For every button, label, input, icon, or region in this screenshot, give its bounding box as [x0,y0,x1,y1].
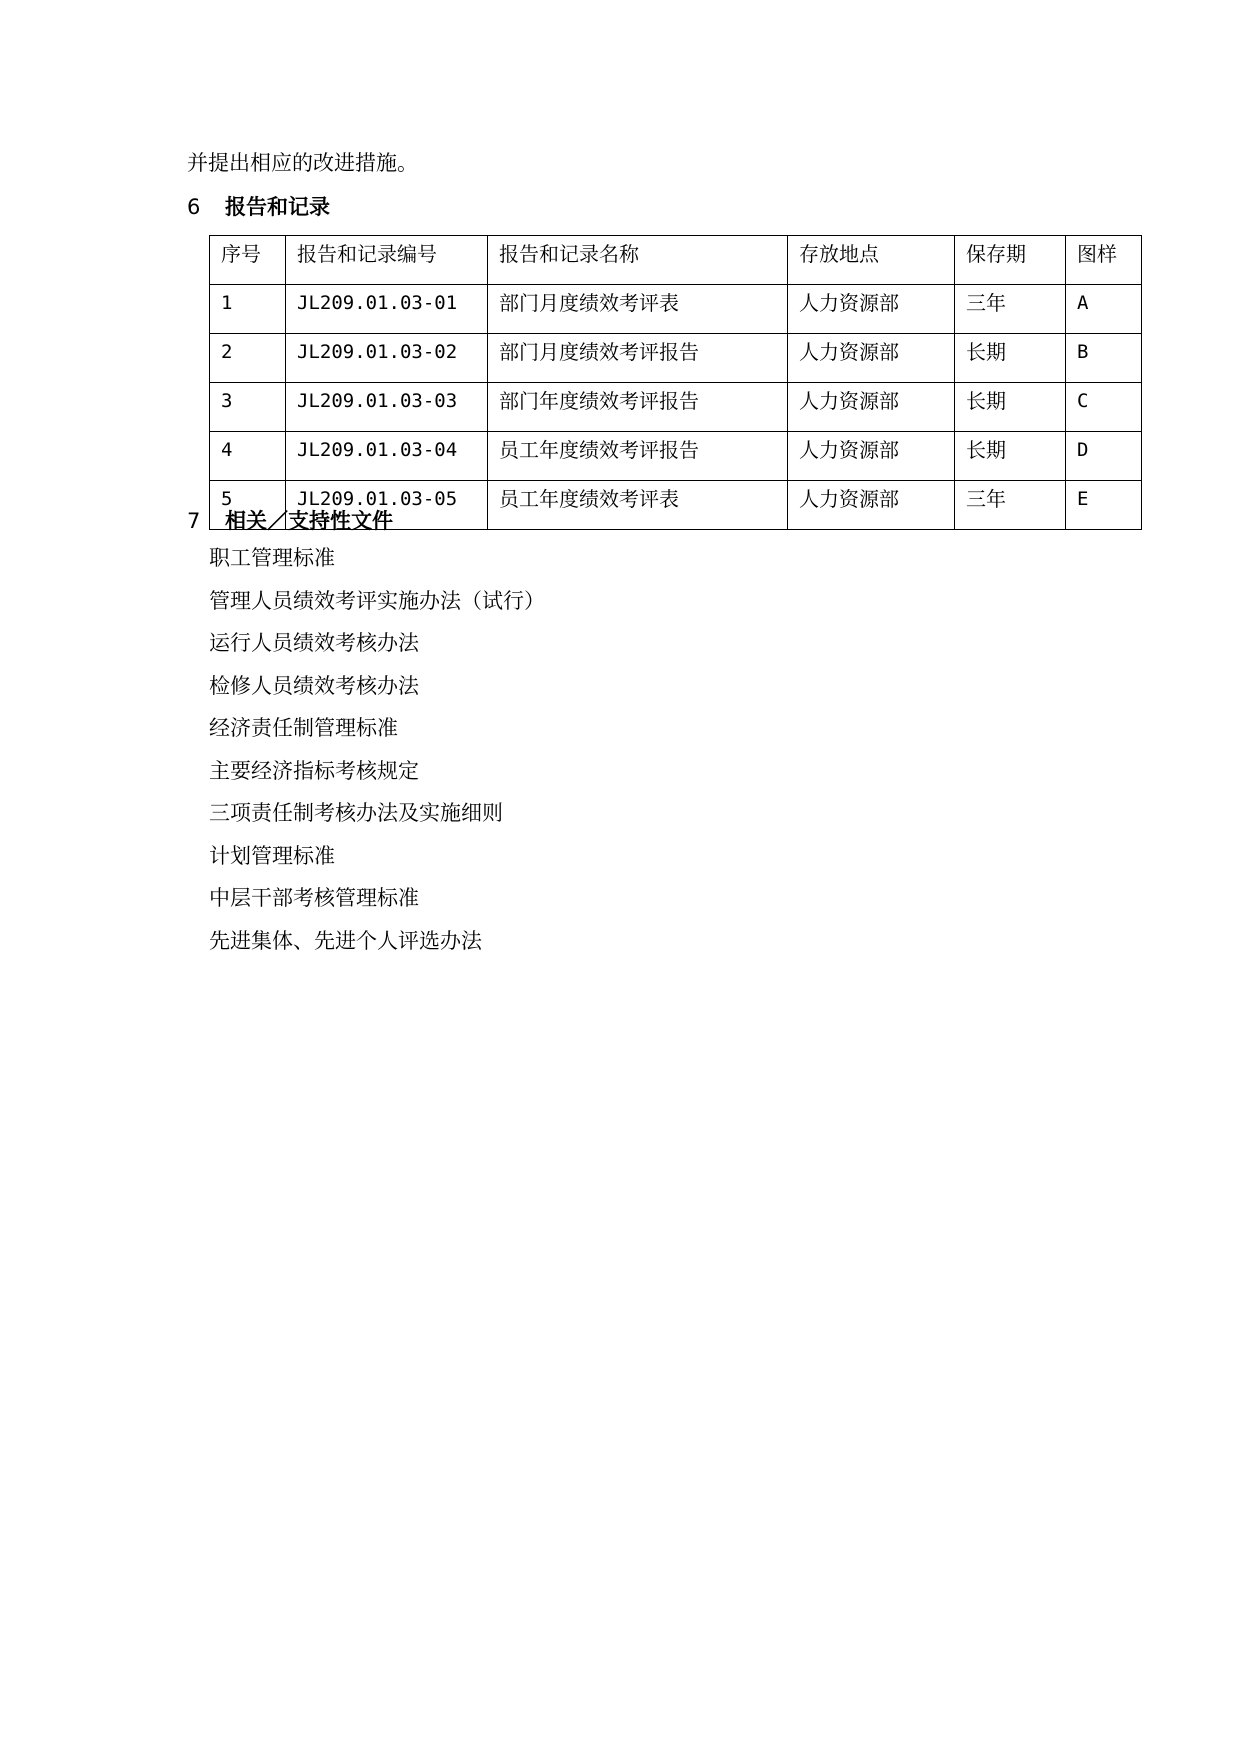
cell-code: JL209.01.03-04 [286,432,488,481]
cell-sample: A [1066,285,1142,334]
section-heading-reports [187,192,330,222]
related-documents-list [209,543,545,968]
cell-location: 人力资源部 [788,383,955,432]
cell-seq: 1 [210,285,286,334]
list-item: 中层干部考核管理标准 [209,886,419,910]
cell-retention: 三年 [955,285,1066,334]
table-row [210,334,1142,383]
cell-retention: 长期 [955,383,1066,432]
cell-code: JL209.01.03-02 [286,334,488,383]
cell-sample: D [1066,432,1142,481]
section-number: 7 [187,509,201,533]
section-title: 相关／支持性文件 [225,509,393,533]
header-cell-retention: 保存期 [955,236,1066,285]
list-item: 三项责任制考核办法及实施细则 [209,801,503,825]
cell-seq: 2 [210,334,286,383]
header-cell-sample: 图样 [1066,236,1142,285]
intro-text: 并提出相应的改进措施。 [187,151,418,175]
cell-code: JL209.01.03-03 [286,383,488,432]
list-item: 先进集体、先进个人评选办法 [209,928,482,953]
cell-location: 人力资源部 [788,481,955,530]
header-cell-name: 报告和记录名称 [488,236,788,285]
list-item: 运行人员绩效考核办法 [209,631,419,655]
cell-sample: E [1066,481,1142,530]
cell-code: JL209.01.03-01 [286,285,488,334]
cell-name: 部门年度绩效考评报告 [488,383,788,432]
cell-seq: 3 [210,383,286,432]
section-number: 6 [187,195,201,219]
cell-code: JL209.01.03-05 [286,481,488,530]
list-item: 经济责任制管理标准 [209,716,398,740]
list-item: 主要经济指标考核规定 [209,758,419,783]
cell-name: 部门月度绩效考评报告 [488,334,788,383]
list-item: 职工管理标准 [209,546,335,570]
cell-retention: 长期 [955,334,1066,383]
cell-name: 员工年度绩效考评表 [488,481,788,530]
cell-location: 人力资源部 [788,285,955,334]
cell-retention: 三年 [955,481,1066,530]
header-cell-code: 报告和记录编号 [286,236,488,285]
records-table [209,235,1142,530]
list-item: 检修人员绩效考核办法 [209,673,419,698]
cell-location: 人力资源部 [788,432,955,481]
cell-name: 员工年度绩效考评报告 [488,432,788,481]
cell-name: 部门月度绩效考评表 [488,285,788,334]
table-row [210,383,1142,432]
header-cell-location: 存放地点 [788,236,955,285]
header-cell-seq: 序号 [210,236,286,285]
list-item: 管理人员绩效考评实施办法（试行） [209,588,545,613]
cell-seq: 4 [210,432,286,481]
list-item: 计划管理标准 [209,843,335,868]
section-title: 报告和记录 [225,195,330,219]
table-row [210,432,1142,481]
table-header-row [210,236,1142,285]
section-heading-related-docs [187,506,393,536]
cell-retention: 长期 [955,432,1066,481]
cell-location: 人力资源部 [788,334,955,383]
cell-sample: C [1066,383,1142,432]
table-row [210,285,1142,334]
cell-sample: B [1066,334,1142,383]
cell-seq: 5 [210,481,286,530]
